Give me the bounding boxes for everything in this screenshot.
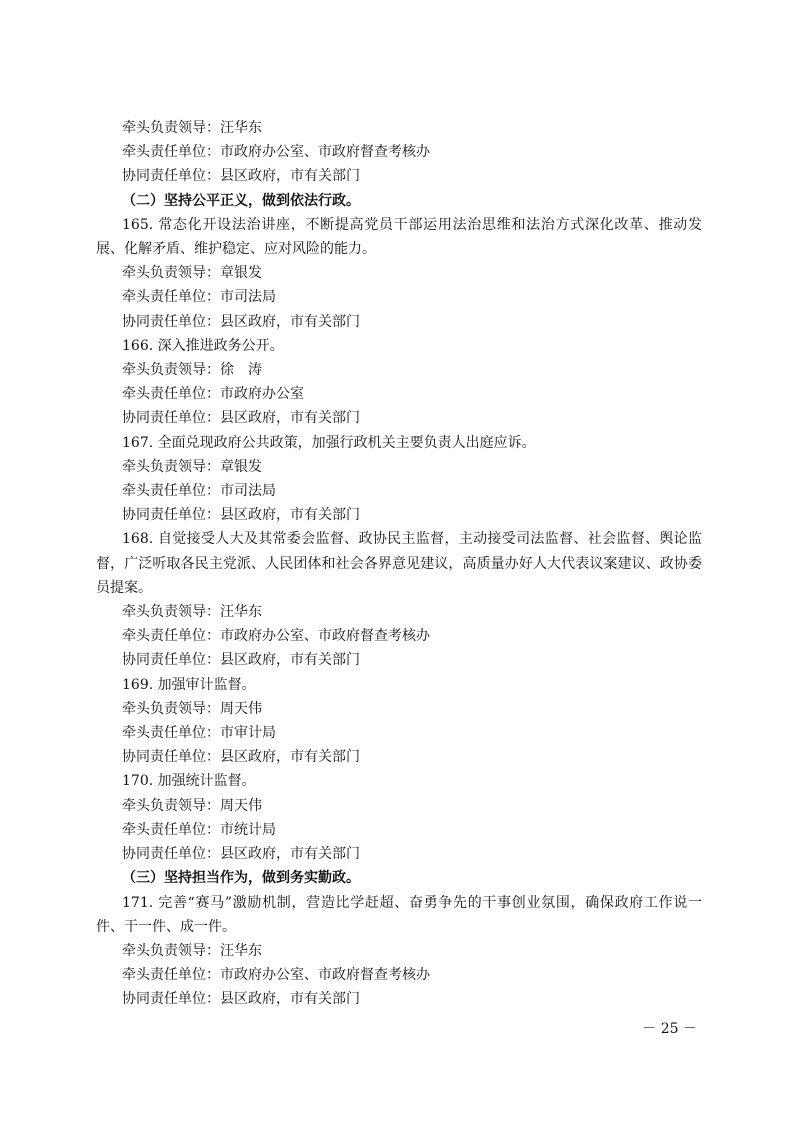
item-170: 170. 加强统计监督。 (122, 773, 256, 790)
lead-leader: 牵头负责领导：汪华东 (122, 604, 262, 621)
co-unit: 协同责任单位：县区政府，市有关部门 (122, 313, 360, 330)
lead-leader: 牵头负责领导：周天伟 (122, 700, 262, 717)
co-unit: 协同责任单位：县区政府，市有关部门 (122, 846, 360, 863)
lead-unit: 牵头责任单位：市政府办公室、市政府督查考核办 (122, 144, 430, 161)
lead-leader: 牵头负责领导：汪华东 (122, 120, 262, 136)
lead-unit: 牵头责任单位：市司法局 (122, 483, 276, 500)
lead-leader: 牵头负责领导：徐 涛 (122, 362, 262, 379)
item-166: 166. 深入推进政务公开。 (122, 337, 284, 354)
lead-unit: 牵头责任单位：市审计局 (122, 725, 276, 742)
document-body (96, 116, 702, 1012)
lead-leader: 牵头负责领导：周天伟 (122, 797, 262, 814)
lead-unit: 牵头责任单位：市政府办公室、市政府督查考核办 (122, 967, 430, 984)
section-heading: （二）坚持公平正义，做到依法行政。 (122, 192, 360, 209)
lead-unit: 牵头责任单位：市统计局 (122, 821, 276, 838)
lead-unit: 牵头责任单位：市政府办公室 (122, 386, 304, 403)
item-168: 168. 自觉接受人大及其常委会监督、政协民主监督，主动接受司法监督、社会监督、舆论监督，广泛听取各民主党派、人民团体和社会各界意见建议，高质量办好人大代表议案建议、政协委员提案。 (96, 531, 702, 596)
section-heading: （三）坚持担当作为，做到务实勤政。 (122, 870, 360, 887)
item-169: 169. 加强审计监督。 (122, 676, 256, 693)
co-unit: 协同责任单位：县区政府，市有关部门 (122, 652, 360, 669)
item-167: 167. 全面兑现政府公共政策，加强行政机关主要负责人出庭应诉。 (122, 434, 536, 451)
lead-leader: 牵头负责领导：章银发 (122, 458, 262, 475)
item-171: 171. 完善“赛马”激励机制，营造比学赶超、奋勇争先的干事创业氛围，确保政府工作说一件、干一件、成一件。 (96, 894, 702, 935)
lead-unit: 牵头责任单位：市司法局 (122, 289, 276, 306)
co-unit: 协同责任单位：县区政府，市有关部门 (122, 749, 360, 766)
lead-leader: 牵头负责领导：章银发 (122, 265, 262, 282)
lead-unit: 牵头责任单位：市政府办公室、市政府督查考核办 (122, 628, 430, 645)
co-unit: 协同责任单位：县区政府，市有关部门 (122, 507, 360, 524)
co-unit: 协同责任单位：县区政府，市有关部门 (122, 410, 360, 427)
item-165: 165. 常态化开设法治讲座，不断提高党员干部运用法治思维和法治方式深化改革、推动发展、化解矛盾、维护稳定、应对风险的能力。 (96, 216, 702, 258)
lead-leader: 牵头负责领导：汪华东 (122, 942, 262, 959)
co-unit: 协同责任单位：县区政府，市有关部门 (122, 991, 360, 1008)
page-number: － 25 － (642, 1021, 697, 1037)
co-unit: 协同责任单位：县区政府，市有关部门 (122, 168, 360, 185)
